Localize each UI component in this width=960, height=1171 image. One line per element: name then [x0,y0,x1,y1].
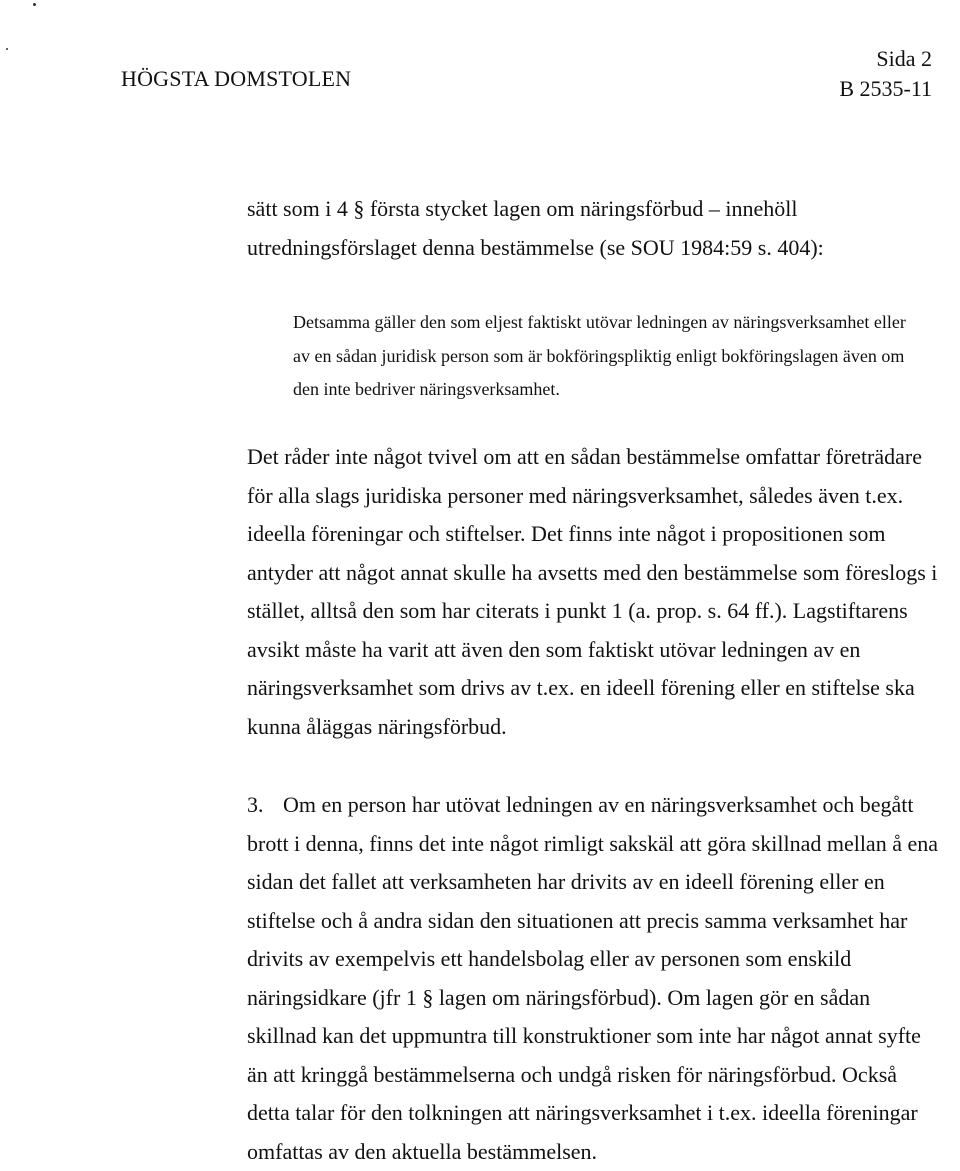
text-line: omfattas av den aktuella bestämmelsen. [247,1133,947,1171]
case-number: B 2535-11 [839,74,932,104]
text-line: ideella föreningar och stiftelser. Det finns inte något i propositionen som [247,515,947,554]
paragraph-2 [247,438,947,746]
text-line: drivits av exempelvis ett handelsbolag eller av personen som enskild [247,940,947,979]
text-line: sätt som i 4 § första stycket lagen om näringsförbud – innehöll [247,190,947,229]
text-line-content: Om en person har utövat ledningen av en näringsverksamhet och begått [283,792,913,817]
text-line: Det råder inte något tvivel om att en sådan bestämmelse omfattar företrädare [247,438,947,477]
quote-line: den inte bedriver näringsverksamhet. [293,373,943,407]
scan-speck [6,48,8,50]
block-quote [293,306,943,407]
text-line: skillnad kan det uppmuntra till konstruktioner som inte har något annat syfte [247,1017,947,1056]
text-line: näringsverksamhet som drivs av t.ex. en ideell förening eller en stiftelse ska [247,669,947,708]
text-line: avsikt måste ha varit att även den som faktiskt utövar ledningen av en [247,631,947,670]
text-line: detta talar för den tolkningen att näringsverksamhet i t.ex. ideella föreningar [247,1094,947,1133]
text-line: antyder att något annat skulle ha avsetts med den bestämmelse som föreslogs i [247,554,947,593]
text-line: brott i denna, finns det inte något rimligt sakskäl att göra skillnad mellan å ena [247,825,947,864]
text-line: stället, alltså den som har citerats i punkt 1 (a. prop. s. 64 ff.). Lagstiftarens [247,592,947,631]
scan-speck [33,3,36,6]
quote-line: Detsamma gäller den som eljest faktiskt utövar ledningen av näringsverksamhet eller [293,306,943,340]
text-line [247,786,947,825]
text-line: än att kringgå bestämmelserna och undgå risken för näringsförbud. Också [247,1056,947,1095]
paragraph-3 [247,786,947,1171]
text-line: utredningsförslaget denna bestämmelse (se SOU 1984:59 s. 404): [247,229,947,268]
quote-line: av en sådan juridisk person som är bokföringspliktig enligt bokföringslagen även om [293,340,943,374]
court-name: HÖGSTA DOMSTOLEN [121,66,351,92]
intro-paragraph [247,190,947,267]
text-line: näringsidkare (jfr 1 § lagen om näringsförbud). Om lagen gör en sådan [247,979,947,1018]
page-header-right [839,44,932,104]
text-line: sidan det fallet att verksamheten har drivits av en ideell förening eller en [247,863,947,902]
text-line: kunna åläggas näringsförbud. [247,708,947,747]
text-line: stiftelse och å andra sidan den situationen att precis samma verksamhet har [247,902,947,941]
paragraph-number: 3. [247,786,283,825]
page-number: Sida 2 [839,44,932,74]
text-line: för alla slags juridiska personer med näringsverksamhet, således även t.ex. [247,477,947,516]
